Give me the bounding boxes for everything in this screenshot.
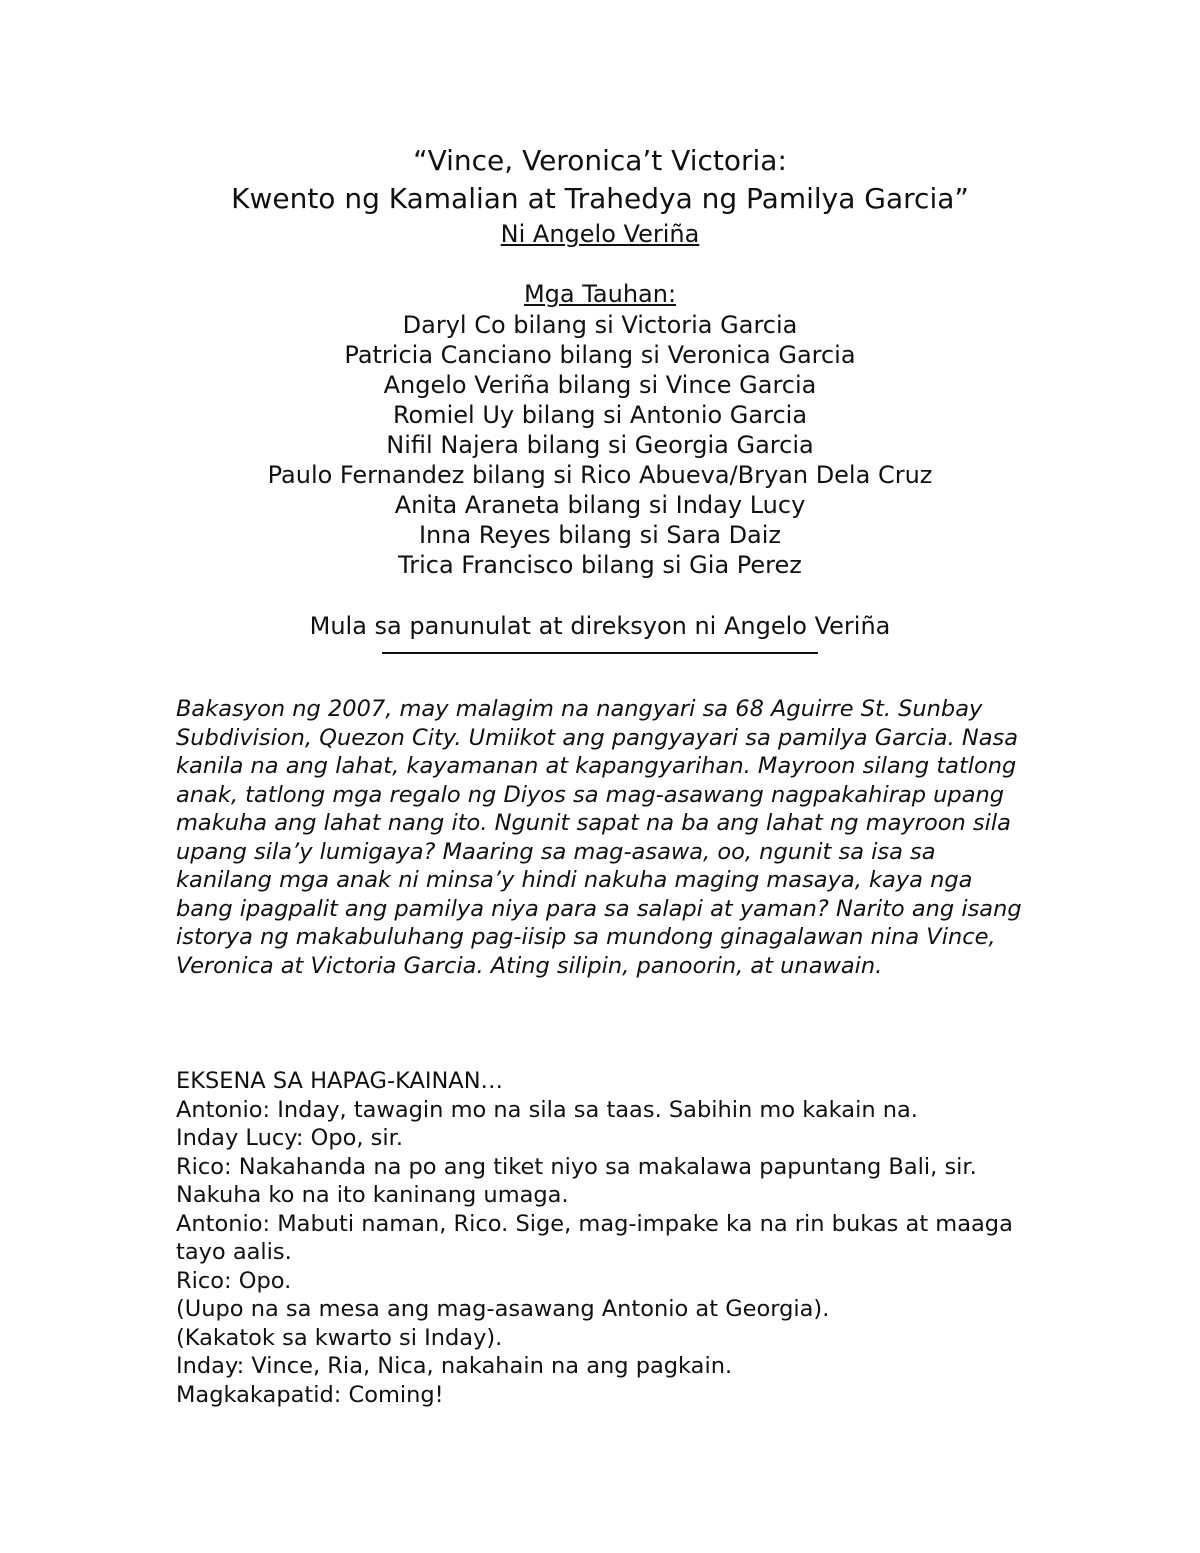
cast-member: Paulo Fernandez bilang si Rico Abueva/Bryan Dela Cruz [267,461,933,489]
cast-list [0,310,1200,580]
dialogue-line: Rico: Nakahanda na po ang tiket niyo sa makalawa papuntang Bali, sir. Nakuha ko na ito kaninang umaga. [176,1153,977,1208]
stage-direction: (Kakatok sa kwarto si Inday). [176,1324,503,1351]
section-divider [382,652,818,654]
cast-member: Daryl Co bilang si Victoria Garcia [402,311,798,339]
cast-member: Anita Araneta bilang si Inday Lucy [394,491,806,519]
script-dialogue [176,1067,1036,1409]
dialogue-line: Magkakapatid: Coming! [176,1381,444,1408]
cast-member: Patricia Canciano bilang si Veronica Garcia [344,341,856,369]
synopsis-paragraph: Bakasyon ng 2007, may malagim na nangyari sa 68 Aguirre St. Sunbay Subdivision, Quezon City. Umiikot ang pangyayari sa pamilya Garcia. Nasa kanila na ang lahat, kayamanan at kapangyarihan. Mayroon silang tatlong anak, tatlong mga regalo ng Diyos sa mag-asawang nagpakahirap upang makuha ang lahat nang ito. Ngunit sapat na ba ang lahat ng mayroon sila upang sila’y lumigaya? Maaring sa mag-asawa, oo, ngunit sa isa sa kanilang mga anak ni minsa’y hindi nakuha maging masaya, kaya nga bang ipagpalit ang pamilya niya para sa salapi at yaman? Narito ang isang istorya ng makabuluhang pag-iisip sa mundong ginagalawan nina Vince, Veronica at Victoria Garcia. Ating silipin, panoorin, at unawain. [176,696,1022,979]
dialogue-line: Antonio: Mabuti naman, Rico. Sige, mag-impake ka na rin bukas at maaga tayo aalis. [176,1210,1013,1265]
scene-heading: EKSENA SA HAPAG-KAINAN… [176,1068,504,1094]
title-block [0,142,1200,654]
dialogue-line: Rico: Opo. [176,1267,292,1294]
writer-director-credit: Mula sa panunulat at direksyon ni Angelo Veriña [309,612,891,640]
cast-member: Trica Francisco bilang si Gia Perez [398,551,802,579]
dialogue-line: Inday Lucy: Opo, sir. [176,1125,403,1151]
cast-member: Nifil Najera bilang si Georgia Garcia [386,431,814,459]
play-title-line-1: “Vince, Veronica’t Victoria: [413,144,787,177]
cast-member: Inna Reyes bilang si Sara Daiz [418,521,782,549]
author-byline: Ni Angelo Veriña [500,220,700,248]
cast-member: Angelo Veriña bilang si Vince Garcia [383,371,817,399]
play-title-line-2: Kwento ng Kamalian at Trahedya ng Pamilya Garcia” [231,182,969,215]
stage-direction: (Uupo na sa mesa ang mag-asawang Antonio at Georgia). [176,1296,830,1322]
dialogue-line: Antonio: Inday, tawagin mo na sila sa taas. Sabihin mo kakain na. [176,1096,918,1123]
cast-member: Romiel Uy bilang si Antonio Garcia [392,401,808,429]
cast-heading: Mga Tauhan: [523,280,677,308]
dialogue-line: Inday: Vince, Ria, Nica, nakahain na ang pagkain. [176,1353,733,1379]
